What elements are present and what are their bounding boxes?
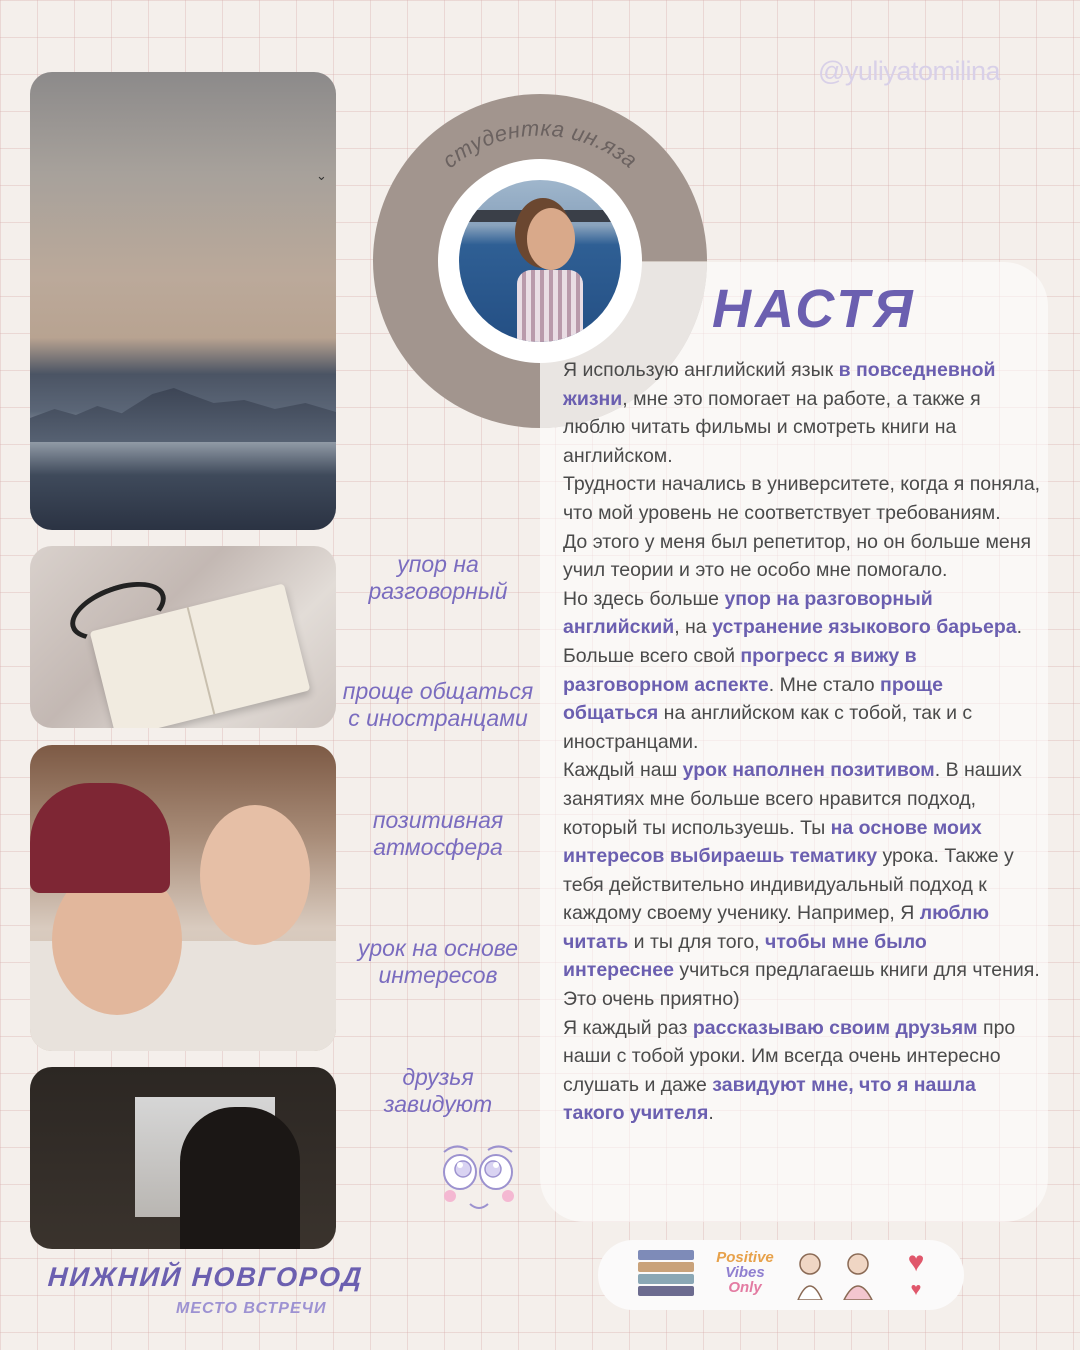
story-text: , мне это помогает на работе, а также я люблю читать фильмы и смотреть книги на английском. <box>563 387 981 467</box>
heart-balloons-icon: ♥ ♥ <box>907 1246 925 1299</box>
caption-line: проще общаться <box>342 678 534 704</box>
caption-line: урок на основе <box>357 935 519 961</box>
story-paragraph <box>563 470 1041 527</box>
highlight-text: проще общаться <box>563 673 943 725</box>
story-paragraph <box>563 356 1041 470</box>
story-text: Но здесь больше <box>563 587 725 610</box>
caption-line: позитивная <box>372 807 504 833</box>
story-paragraph <box>563 585 1041 642</box>
sticker-word: Positive <box>716 1249 774 1266</box>
meeting-place-label: МЕСТО ВСТРЕЧИ <box>176 1300 327 1317</box>
selfie-photo <box>30 745 336 1051</box>
story-text: на английском как с тобой, так и с иностранцами. <box>563 702 973 753</box>
sticker-bar <box>598 1240 964 1310</box>
caption-line: интересов <box>378 962 498 988</box>
testimonial-text <box>563 356 1041 1128</box>
story-text: . В наших занятиях мне больше всего нравится подход, который ты используешь. Ты <box>563 759 1022 839</box>
skyline-shape <box>30 382 336 442</box>
city-photo <box>30 72 336 530</box>
story-paragraph <box>563 528 1041 585</box>
arc-text: студентка ин.яза <box>437 115 643 173</box>
highlight-text: урок наполнен позитивом <box>682 759 935 782</box>
hat-shape <box>30 783 170 893</box>
story-text: урока. Также у тебя действительно индивидуальный подход к каждому своему ученику. Например, Я <box>563 845 1014 925</box>
sticker-word: Only <box>728 1279 762 1296</box>
caption-line: упор на <box>397 551 479 577</box>
girls-icon <box>788 1250 884 1300</box>
highlight-text: чтобы мне было интереснее <box>563 930 927 982</box>
story-paragraph <box>563 642 1041 756</box>
story-text: Я использую английский язык <box>563 359 839 381</box>
caption-line: с иностранцами <box>348 705 528 731</box>
book-photo <box>30 546 336 728</box>
silhouette-shape <box>180 1107 300 1249</box>
highlight-text: люблю читать <box>563 902 990 953</box>
caption-interests <box>328 935 548 989</box>
story-text: . Мне стало <box>768 673 881 696</box>
highlight-text: прогресс я вижу в разговорном аспекте <box>563 644 917 696</box>
highlight-text: на основе моих интересов выбираешь тематику <box>563 816 982 868</box>
positive-vibes-icon <box>716 1250 774 1300</box>
highlight-text: упор на разговорный английский <box>563 587 933 639</box>
story-text: Трудности начались в университете, когда я поняла, что мой уровень не соответствует требованиям. <box>563 473 1041 524</box>
highlight-text: устранение языкового барьера <box>712 616 1017 639</box>
story-text: . <box>1016 616 1023 639</box>
caption-line: атмосфера <box>373 834 503 860</box>
story-text: . <box>708 1102 714 1125</box>
story-text: Каждый наш <box>563 759 683 782</box>
bird-icon: ⌄ <box>316 168 327 183</box>
caption-communication <box>328 678 548 732</box>
story-text: Я каждый раз <box>563 1016 693 1039</box>
story-text: про наши с тобой уроки. Им всегда очень интересно слушать и даже <box>563 1016 1016 1096</box>
story-paragraph <box>563 1014 1041 1128</box>
highlight-text: завидуют мне, что я нашла такого учителя <box>563 1073 976 1125</box>
handle: @yuliyatomilina <box>818 56 1000 86</box>
caption-line: завидуют <box>383 1091 493 1117</box>
books-icon <box>638 1250 694 1300</box>
story-text: , на <box>674 616 713 639</box>
caption-atmosphere <box>328 807 548 861</box>
story-text: учиться предлагаешь книги для чтения. Это очень приятно) <box>563 959 1040 1011</box>
reading-photo <box>30 1067 336 1249</box>
highlight-text: рассказываю своим друзьям <box>692 1016 978 1039</box>
caption-friends <box>328 1064 548 1118</box>
highlight-text: в повседневной жизни <box>563 359 996 410</box>
student-name: НАСТЯ <box>712 279 917 339</box>
story-text: и ты для того, <box>628 930 765 953</box>
story-text: До этого у меня был репетитор, но он больше меня учил теории и это не особо мне помогало. <box>563 530 1032 582</box>
caption-speaking <box>328 551 548 605</box>
sticker-word: Vibes <box>725 1264 765 1281</box>
cute-face-icon <box>438 1138 520 1216</box>
svg-text:студентка ин.яза <box>437 115 642 173</box>
caption-line: разговорный <box>368 578 508 604</box>
story-paragraph <box>563 756 1041 1013</box>
face-shape <box>200 805 310 945</box>
story-text: Больше всего свой <box>563 644 741 667</box>
caption-line: друзья <box>402 1064 474 1090</box>
city-title: НИЖНИЙ НОВГОРОД <box>46 1262 365 1292</box>
